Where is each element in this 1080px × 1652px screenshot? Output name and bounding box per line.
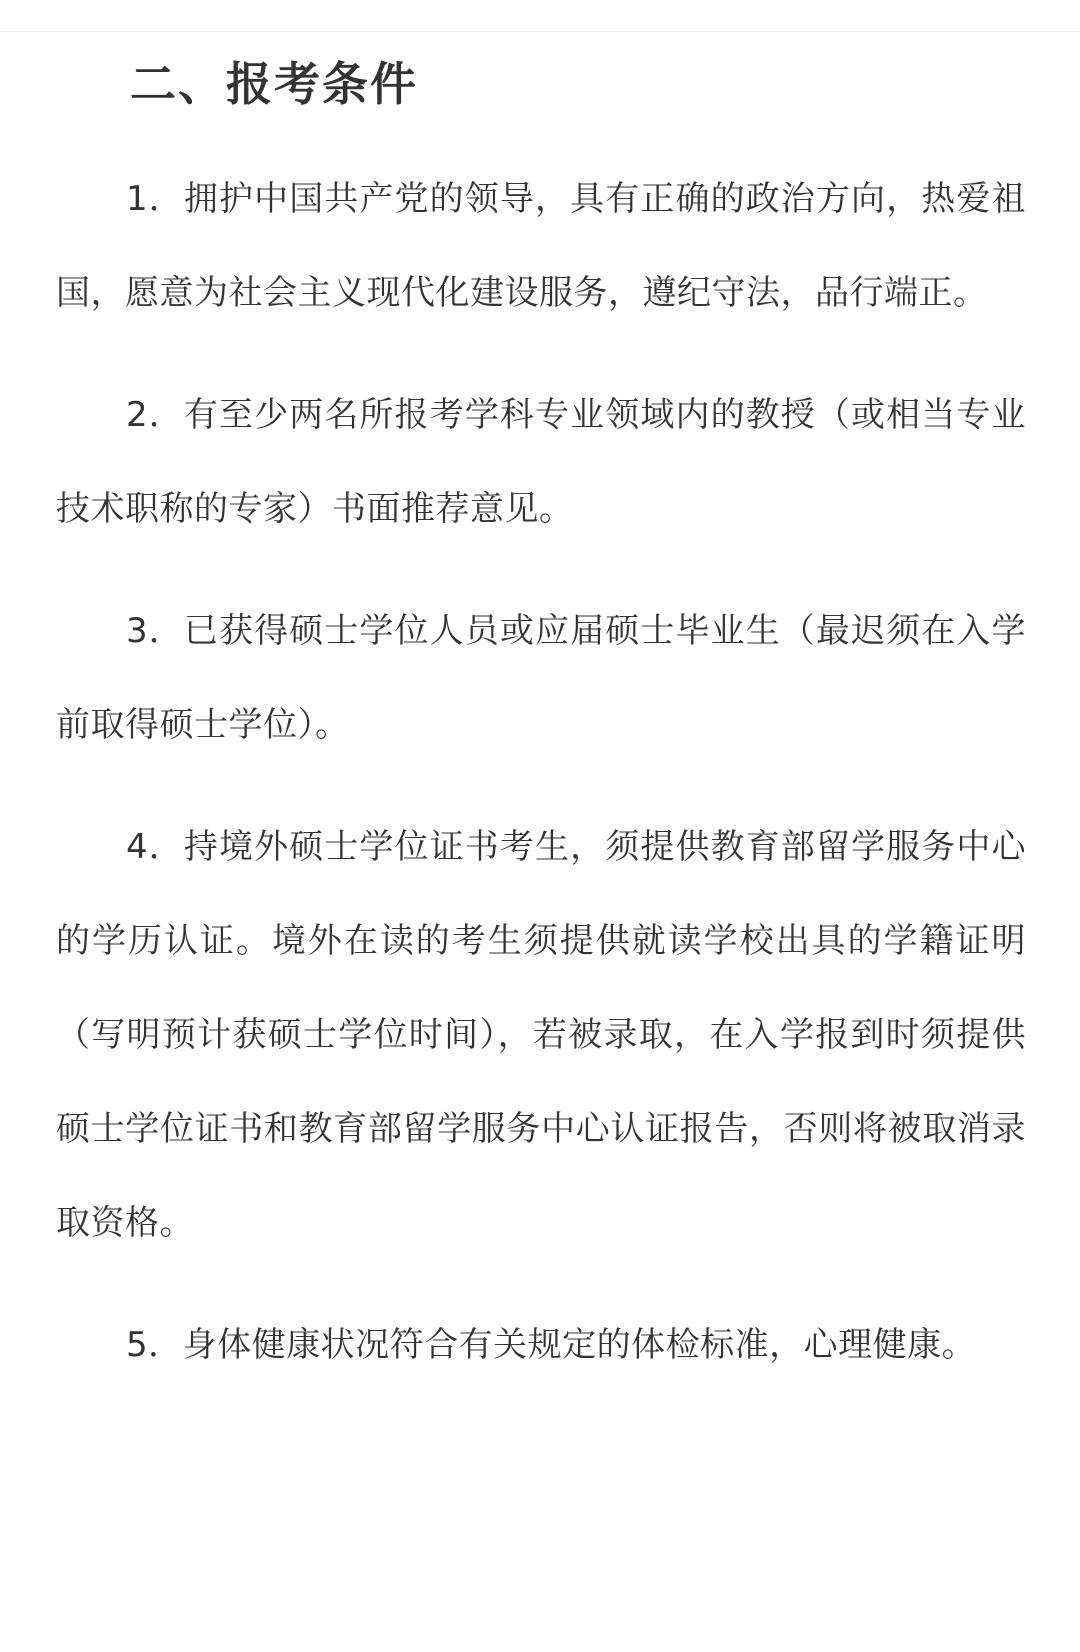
requirement-item-1: 1．拥护中国共产党的领导，具有正确的政治方向，热爱祖国，愿意为社会主义现代化建设服务，遵纪守法，品行端正。: [56, 179, 1026, 313]
requirement-item-3: 3．已获得硕士学位人员或应届硕士毕业生（最迟须在入学前取得硕士学位）。: [56, 611, 1026, 745]
article-body: [56, 40, 1026, 1392]
section-heading: 二、报考条件: [130, 57, 418, 111]
requirements-list: [56, 152, 1026, 1392]
requirement-item-2: 2．有至少两名所报考学科专业领域内的教授（或相当专业技术职称的专家）书面推荐意见。: [56, 395, 1026, 529]
requirement-item-4: 4．持境外硕士学位证书考生，须提供教育部留学服务中心的学历认证。境外在读的考生须提供就读学校出具的学籍证明（写明预计获硕士学位时间），若被录取，在入学报到时须提供硕士学位证书和教育部留学服务中心认证报告，否则将被取消录取资格。: [56, 827, 1026, 1243]
requirement-item-5: 5．身体健康状况符合有关规定的体检标准，心理健康。: [126, 1325, 977, 1365]
top-divider: [0, 31, 1080, 32]
